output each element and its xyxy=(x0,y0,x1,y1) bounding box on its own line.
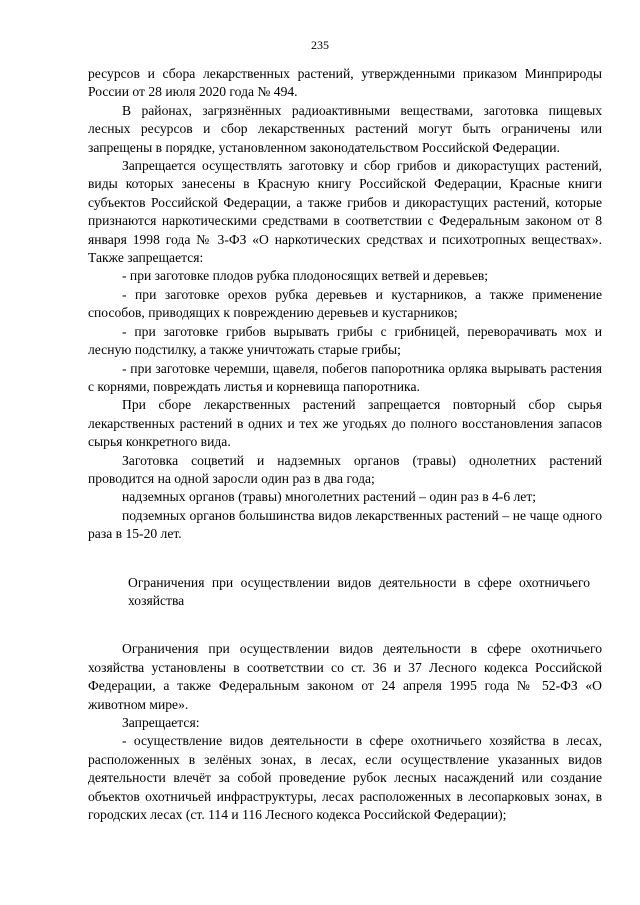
list-item-hunting: - осуществление видов деятельности в сфере охотничьего хозяйства в лесах, расположенных в зелёных зонах, в лесах, если осуществление указанных видов деятельности влечёт за собой проведение рубок лесных насаждений или создание объектов охотничьей инфраструктуры, лесах расположенных в лесопарковых зонах, в городских лесах (ст. 114 и 116 Лесного кодекса Российской Федерации); xyxy=(88,733,602,823)
section-heading: Ограничения при осуществлении видов деятельности в сфере охотничьего хозяйства xyxy=(128,574,590,608)
paragraph-9: Заготовка соцветий и надземных органов (травы) однолетних растений проводится на одной заросли один раз в два года; xyxy=(88,452,602,486)
paragraph-13: Запрещается: xyxy=(122,715,200,730)
paragraph-3: Запрещается осуществлять заготовку и сбор грибов и дикорастущих растений, виды которых занесены в Красную книгу Российской Федерации, Красные книги субъектов Российской Федерации, а также грибов и дикорастущих растений, которые признаются наркотическими средствами в соответствии с Федеральным законом от 8 января 1998 года № 3-ФЗ «О наркотических средствах и психотропных веществах». Также запрещается: xyxy=(88,158,602,266)
list-item-nuts: - при заготовке орехов рубка деревьев и кустарников, а также применение способов, приводящих к повреждению деревьев и кустарников; xyxy=(88,286,602,321)
paragraph-2: В районах, загрязнённых радиоактивными веществами, заготовка пищевых лесных ресурсов и сбор лекарственных растений могут быть ограничены или запрещены в порядке, установленном законодательством Российской Федерации. xyxy=(88,102,602,155)
paragraph-11: подземных органов большинства видов лекарственных растений – не чаще одного раза в 15-20 лет. xyxy=(88,507,602,542)
paragraph-8: При сборе лекарственных растений запрещается повторный сбор сырья лекарственных растений в одних и тех же угодьях до полного восстановления запасов сырья конкретного вида. xyxy=(88,397,602,450)
paragraph-1: ресурсов и сбора лекарственных растений, утвержденными приказом Минприроды России от 28 июля 2020 года № 494. xyxy=(88,66,602,100)
paragraph-10: надземных органов (травы) многолетних растений – один раз в 4-6 лет; xyxy=(122,489,537,505)
list-item-ramsons: - при заготовке черемши, щавеля, побегов папоротника орляка вырывать растения с корнями, повреждать листья и корневища папоротника. xyxy=(88,360,602,394)
document-body xyxy=(88,65,602,824)
paragraph-12: Ограничения при осуществлении видов деятельности в сфере охотничьего хозяйства установлены в соответствии со ст. 36 и 37 Лесного кодекса Российской Федерации, а также Федеральным законом от 24 апреля 1995 года № 52-ФЗ «О животном мире». xyxy=(88,641,602,712)
list-item-mushrooms: - при заготовке грибов вырывать грибы с грибницей, переворачивать мох и лесную подстилку, а также уничтожать старые грибы; xyxy=(88,323,602,358)
page-number: 235 xyxy=(311,38,329,52)
list-item-fruits: - при заготовке плодов рубка плодоносящих ветвей и деревьев; xyxy=(122,268,489,284)
